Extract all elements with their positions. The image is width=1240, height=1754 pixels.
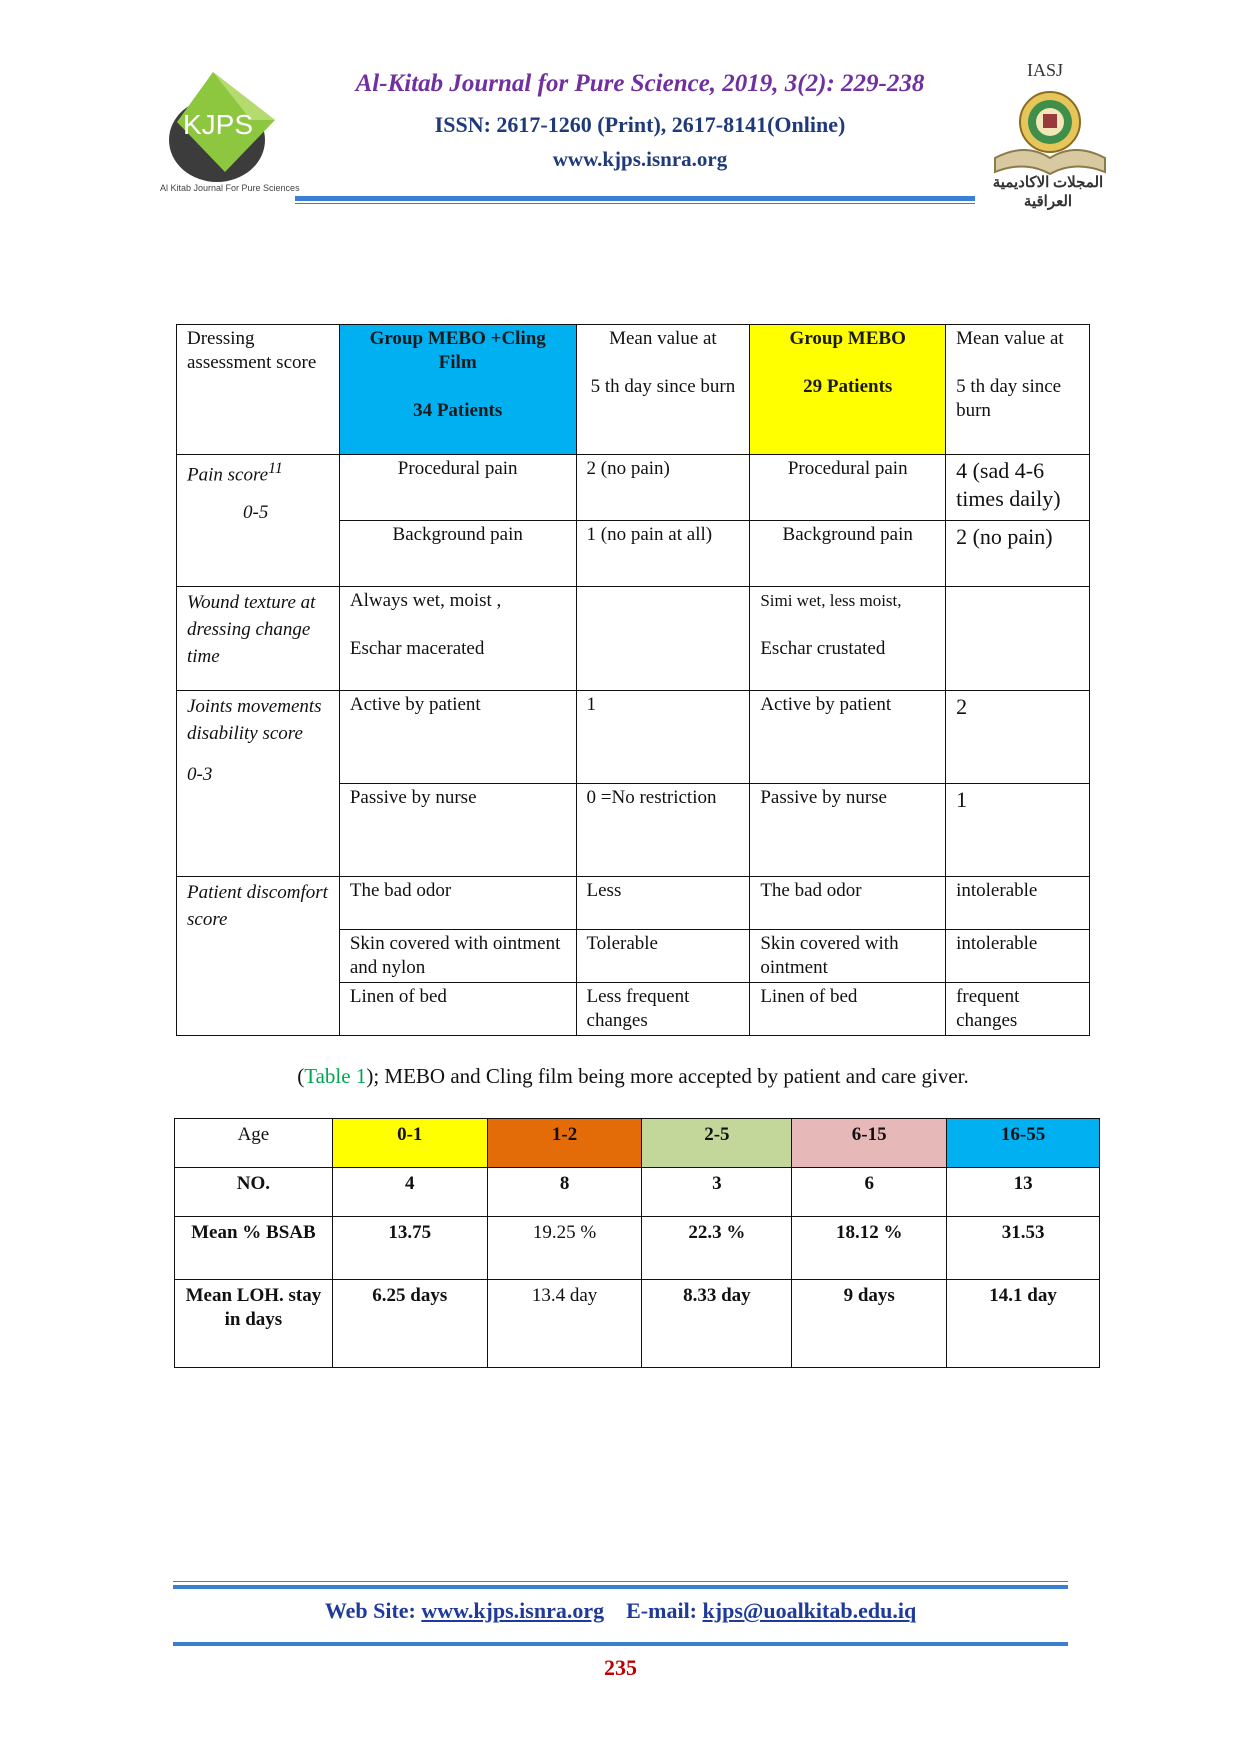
table-cell: The bad odor <box>339 877 576 930</box>
header-divider <box>295 196 975 201</box>
joints-score-label: Joints movements disability score 0-3 <box>177 691 340 877</box>
table-cell: Background pain <box>339 521 576 587</box>
table-cell: 8.33 day <box>642 1280 792 1368</box>
table-cell: 2 (no pain) <box>946 521 1090 587</box>
group-mebo-cling-header <box>339 325 576 455</box>
table-cell: Background pain <box>750 521 946 587</box>
loh-label: Mean LOH. stay in days <box>175 1280 333 1368</box>
table-row <box>177 877 1090 930</box>
table-cell: 13.4 day <box>487 1280 642 1368</box>
table-cell: 6.25 days <box>332 1280 487 1368</box>
kjps-logo-text: KJPS <box>183 109 254 140</box>
table-cell: intolerable <box>946 930 1090 983</box>
kjps-logo <box>155 62 315 192</box>
table-cell: Procedural pain <box>750 455 946 521</box>
table-cell: 0 =No restriction <box>576 784 750 877</box>
table-row <box>177 455 1090 521</box>
table-row <box>177 691 1090 784</box>
table-cell: 18.12 % <box>792 1217 947 1280</box>
age-group-table <box>174 1118 1100 1368</box>
table-cell: Skin covered with ointment and nylon <box>339 930 576 983</box>
table-cell: 4 <box>332 1168 487 1217</box>
table-row <box>175 1119 1100 1168</box>
mean-value-header-1: Mean value at 5 th day since burn <box>576 325 750 455</box>
table-cell: 9 days <box>792 1280 947 1368</box>
journal-title: Al-Kitab Journal for Pure Science, 2019, 3(2): 229-238 <box>355 70 925 97</box>
group-mebo-header <box>750 325 946 455</box>
wound-texture-label: Wound texture at dressing change time <box>177 587 340 691</box>
footer-contact <box>173 1598 1068 1624</box>
pain-score-label: Pain score$^{11}$ 0-5 <box>177 455 340 587</box>
table-cell: 2 (no pain) <box>576 455 750 521</box>
group2-count: 29 Patients <box>803 376 893 397</box>
table-cell: Linen of bed <box>339 983 576 1036</box>
table-cell: 8 <box>487 1168 642 1217</box>
table-cell: 6 <box>792 1168 947 1217</box>
table-cell: 4 (sad 4-6 times daily) <box>946 455 1090 521</box>
table-cell: Procedural pain <box>339 455 576 521</box>
footer-divider-thin <box>173 1581 1068 1582</box>
table-cell: 3 <box>642 1168 792 1217</box>
header-divider-thin <box>295 203 975 204</box>
mean-value-header-2: Mean value at 5 th day since burn <box>946 325 1090 455</box>
table-cell: 31.53 <box>947 1217 1100 1280</box>
discomfort-score-label: Patient discomfort score <box>177 877 340 1036</box>
age-cell: 16-55 <box>947 1119 1100 1168</box>
table-cell <box>576 587 750 691</box>
age-cell: 1-2 <box>487 1119 642 1168</box>
table-cell: 22.3 % <box>642 1217 792 1280</box>
table-cell: frequent changes <box>946 983 1090 1036</box>
logo-caption: Al Kitab Journal For Pure Sciences <box>160 183 300 193</box>
table-reference-link[interactable]: Table 1 <box>304 1064 367 1088</box>
table-cell: Always wet, moist , Eschar macerated <box>339 587 576 691</box>
group2-name: Group MEBO <box>789 328 906 349</box>
footer-divider-top <box>173 1585 1068 1589</box>
table-cell: Active by patient <box>750 691 946 784</box>
footer-divider-bottom <box>173 1642 1068 1646</box>
email-link[interactable]: kjps@uoalkitab.edu.iq <box>702 1598 917 1623</box>
table-cell: The bad odor <box>750 877 946 930</box>
table-cell: Passive by nurse <box>750 784 946 877</box>
table-cell: 13 <box>947 1168 1100 1217</box>
iasj-arabic-name: المجلات الاكاديمية العراقية <box>992 175 1104 210</box>
table-row <box>175 1217 1100 1280</box>
journal-website: www.kjps.isnra.org <box>552 147 728 171</box>
issn: ISSN: 2617-1260 (Print), 2617-8141(Online) <box>434 112 846 137</box>
table-cell: Less frequent changes <box>576 983 750 1036</box>
page-number: 235 <box>604 1655 637 1680</box>
table-row <box>175 1280 1100 1368</box>
table-cell: 1 <box>946 784 1090 877</box>
table-cell: 13.75 <box>332 1217 487 1280</box>
group1-count: 34 Patients <box>413 400 503 421</box>
email-label: E-mail: <box>626 1598 698 1623</box>
score-column-header: Dressing assessment score <box>177 325 340 455</box>
table-row <box>177 587 1090 691</box>
table-cell: Passive by nurse <box>339 784 576 877</box>
table-header-row <box>177 325 1090 455</box>
age-cell: 0-1 <box>332 1119 487 1168</box>
table-cell: Simi wet, less moist, Eschar crustated <box>750 587 946 691</box>
iasj-emblem-icon <box>985 80 1115 185</box>
website-link[interactable]: www.kjps.isnra.org <box>421 1598 605 1623</box>
website-label: Web Site: <box>324 1598 416 1623</box>
table-cell: 14.1 day <box>947 1280 1100 1368</box>
bsab-label: Mean % BSAB <box>175 1217 333 1280</box>
table-cell <box>946 587 1090 691</box>
table-cell: 2 <box>946 691 1090 784</box>
dressing-assessment-table <box>176 324 1090 1036</box>
no-label: NO. <box>175 1168 333 1217</box>
age-cell: 2-5 <box>642 1119 792 1168</box>
table-cell: Linen of bed <box>750 983 946 1036</box>
table-cell: 1 (no pain at all) <box>576 521 750 587</box>
table-cell: intolerable <box>946 877 1090 930</box>
age-cell: 6-15 <box>792 1119 947 1168</box>
table-cell: 1 <box>576 691 750 784</box>
table-cell: Tolerable <box>576 930 750 983</box>
table-cell: 19.25 % <box>487 1217 642 1280</box>
table-row <box>175 1168 1100 1217</box>
table-cell: Skin covered with ointment <box>750 930 946 983</box>
age-label: Age <box>175 1119 333 1168</box>
table-cell: Less <box>576 877 750 930</box>
table-cell: Active by patient <box>339 691 576 784</box>
group1-name: Group MEBO +Cling Film <box>369 328 546 373</box>
table-caption: (Table 1); MEBO and Cling film being more accepted by patient and care giver. <box>297 1064 969 1088</box>
iasj-label: IASJ <box>1027 60 1064 80</box>
